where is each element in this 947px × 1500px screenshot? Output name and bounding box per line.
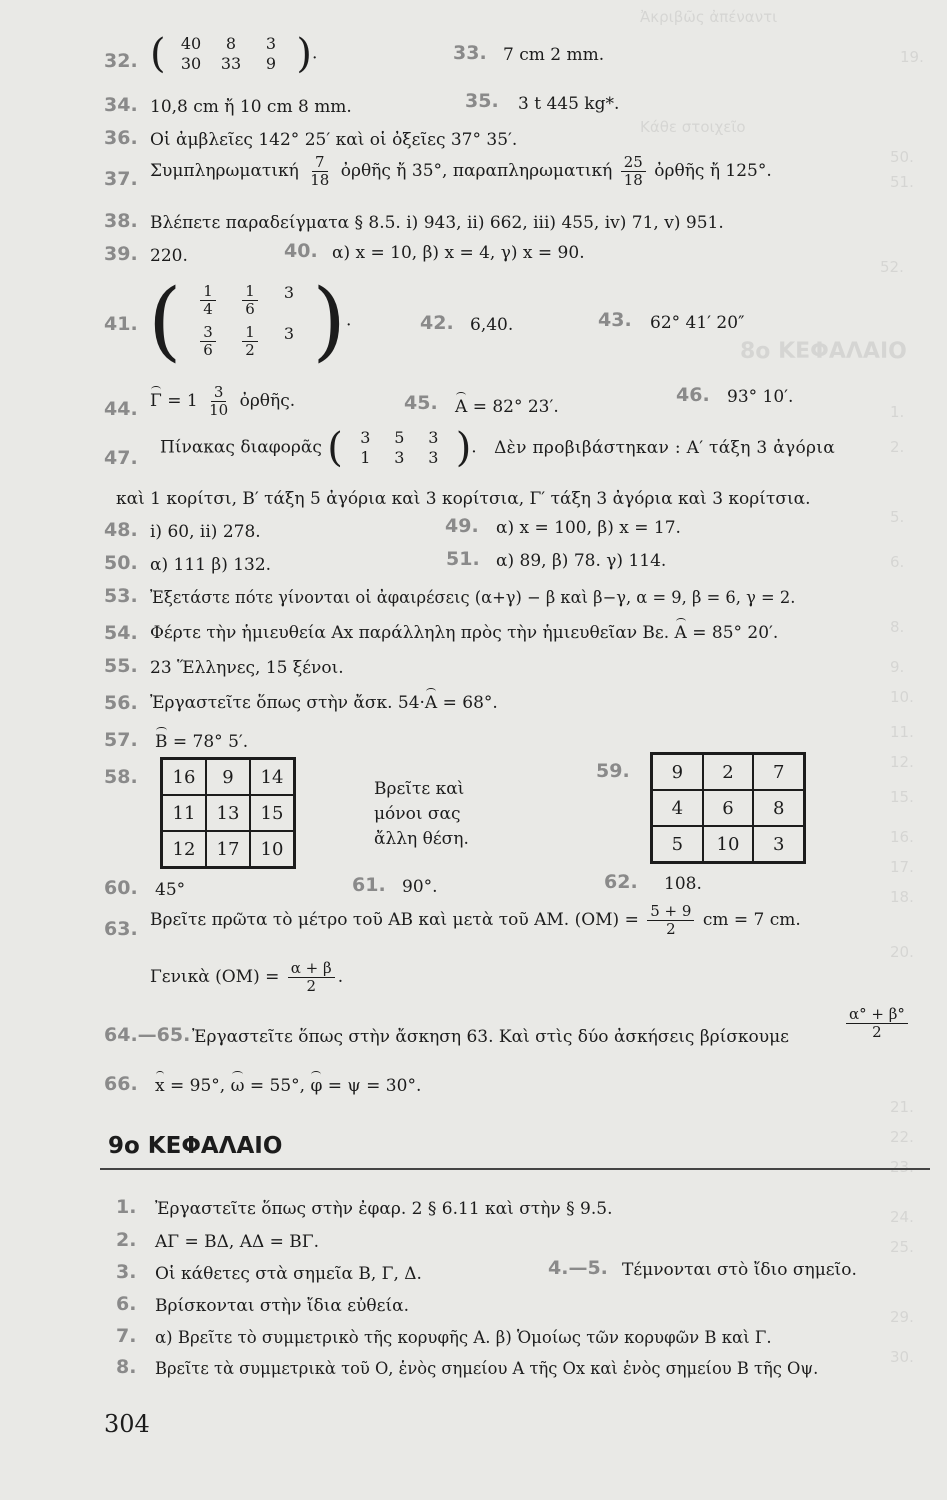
exercise-number: 37. [104, 168, 138, 190]
answer-41: ( $\frac{1}{4}$ $\frac{1}{6}$ 3 $\frac{3}{6}$ $\frac{1}{2}$ 3 ). [148, 271, 352, 371]
exercise-number: 48. [104, 519, 138, 541]
exercise-number: 43. [598, 309, 632, 331]
answer-44: Γ = 1 $\frac{3}{10}$ ὀρθῆς. [150, 383, 296, 419]
angle-symbol: Γ [150, 391, 162, 411]
matrix: $\frac{1}{4}$ $\frac{1}{6}$ 3 $\frac{3}{6}$ $\frac{1}{2}$ 3 [187, 283, 307, 359]
answer-text: Ἐργαστεῖτε ὅπως στὴν ἐφαρ. 2 § 6.11 καὶ στὴν § 9.5. [155, 1199, 613, 1219]
matrix: 40 8 3 30 33 9 [180, 34, 277, 73]
answer-text: α) 89, β) 78. γ) 114. [496, 551, 667, 571]
exercise-number: 35. [465, 90, 499, 112]
exercise-number: 46. [676, 384, 710, 406]
answer-text: 108. [664, 874, 702, 894]
fraction: $\frac{5 + 9}{2}$ [647, 903, 694, 938]
answer-54: Φέρτε τὴν ἡμιευθεία Αx παράλληλη πρὸς τὴν ἡμιευθεῖαν Βε. A = 85° 20′. [150, 623, 779, 643]
exercise-number: 36. [104, 127, 138, 149]
exercise-number: 57. [104, 729, 138, 751]
exercise-number: 7. [116, 1325, 137, 1347]
answer-text: Τέμνονται στὸ ἴδιο σημεῖο. [622, 1260, 857, 1280]
chapter-heading: 9ο ΚΕΦΑΛΑΙΟ [108, 1133, 283, 1159]
exercise-number: 49. [445, 515, 479, 537]
fraction: $\frac{7}{18}$ [310, 153, 330, 189]
fraction: $\frac{\alpha^\circ + \beta^\circ}{2}$ [846, 1006, 908, 1041]
fraction: $\frac{3}{10}$ [209, 383, 229, 419]
exercise-number: 54. [104, 622, 138, 644]
exercise-number: 51. [446, 548, 480, 570]
angle-symbol: A [455, 397, 468, 417]
answer-text: 23 Ἕλληνες, 15 ξένοι. [150, 658, 344, 678]
exercise-number: 56. [104, 692, 138, 714]
answer-56: Ἐργαστεῖτε ὅπως στὴν ἄσκ. 54·A = 68°. [150, 693, 498, 713]
angle-symbol: ω [230, 1076, 245, 1096]
angle-symbol: φ [310, 1076, 323, 1096]
exercise-number: 39. [104, 243, 138, 265]
answer-47: Πίνακας διαφορᾶς ( 3 5 3 1 3 3 ). Δὲν προβιβάστηκαν : Α′ τάξη 3 ἀγόρια [160, 425, 836, 471]
answer-45: A = 82° 23′. [455, 397, 559, 417]
magic-square: 16 9 14 11 13 15 12 17 10 [160, 757, 296, 869]
answer-32: ( 40 8 3 30 33 9 ). [150, 31, 318, 77]
exercise-number: 38. [104, 210, 138, 232]
exercise-number: 4.—5. [548, 1257, 608, 1279]
answer-text: 3 t 445 kg*. [518, 94, 620, 114]
answer-63: Βρεῖτε πρῶτα τὸ μέτρο τοῦ ΑΒ καὶ μετὰ τοῦ ΑΜ. (ΟΜ) = $\frac{5 + 9}{2}$ cm = 7 cm. [150, 902, 801, 938]
angle-symbol: A [424, 693, 438, 713]
exercise-number: 32. [104, 50, 138, 72]
answer-text: ΑΓ = ΒΔ, ΑΔ = ΒΓ. [155, 1232, 319, 1252]
answer-text: i) 60, ii) 278. [150, 522, 261, 542]
answer-text: 10,8 cm ἤ 10 cm 8 mm. [150, 97, 352, 117]
answer-text: Βρεῖτε τὰ συμμετρικὰ τοῦ Ο, ἑνὸς σημείου Α τῆς Οx καὶ ἑνὸς σημείου Β τῆς Οψ. [155, 1359, 819, 1378]
answer-text: α) x = 10, β) x = 4, γ) x = 90. [332, 243, 585, 263]
answer-text: Οἱ ἀμβλεῖες 142° 25′ καὶ οἱ ὀξεῖες 37° 35′. [150, 130, 518, 150]
fraction: $\frac{\alpha + \beta}{2}$ [288, 960, 335, 995]
answer-text: α) Βρεῖτε τὸ συμμετρικὸ τῆς κορυφῆς Α. β) Ὁμοίως τῶν κορυφῶν Β καὶ Γ. [155, 1328, 772, 1347]
exercise-number: 47. [104, 447, 138, 469]
answer-text: 62° 41′ 20″ [650, 313, 745, 333]
exercise-number: 1. [116, 1196, 137, 1218]
exercise-number: 45. [404, 392, 438, 414]
exercise-number: 33. [453, 42, 487, 64]
note-line: ἄλλη θέση. [374, 829, 469, 849]
exercise-number: 63. [104, 918, 138, 940]
exercise-number: 55. [104, 655, 138, 677]
exercise-number: 61. [352, 874, 386, 896]
exercise-number: 66. [104, 1073, 138, 1095]
answer-text: Βλέπετε παραδείγματα § 8.5. i) 943, ii) 662, iii) 455, iv) 71, v) 951. [150, 213, 724, 233]
page-number: 304 [104, 1410, 150, 1438]
answer-text: Ἐργαστεῖτε ὅπως στὴν ἄσκηση 63. Καὶ στὶς δύο ἀσκήσεις βρίσκουμε [192, 1027, 789, 1047]
answer-63-general: Γενικὰ (ΟΜ) = $\frac{\alpha + \beta}{2}$ . [150, 959, 344, 995]
bleed-through-text: Ἀκριβῶς ἀπέναντι 19. Κάθε στοιχεῖο 50. 51. 52. 8ο ΚΕΦΑΛΑΙΟ 1. 2. 5. 6. 8. 9. 10. 11. 12. 15. 16. 17. 18. 20. 21. 22. 23. 24. 25. 29. 30. [640, 8, 924, 1366]
fraction: $\frac{25}{18}$ [621, 154, 646, 189]
exercise-number: 41. [104, 313, 138, 335]
answer-text: α) 111 β) 132. [150, 555, 272, 575]
exercise-number: 62. [604, 871, 638, 893]
exercise-number: 50. [104, 552, 138, 574]
note-line: Βρεῖτε καὶ [374, 779, 465, 799]
answer-text: 45° [155, 880, 186, 900]
magic-square: 9 2 7 4 6 8 5 10 3 [650, 752, 806, 864]
exercise-number: 42. [420, 312, 454, 334]
answer-text: 6,40. [470, 315, 514, 335]
angle-symbol: x [155, 1076, 165, 1096]
exercise-number: 64.—65. [104, 1024, 191, 1046]
exercise-number: 59. [596, 760, 630, 782]
note-line: μόνοι σας [374, 804, 461, 824]
matrix: 3 5 3 1 3 3 [360, 428, 439, 467]
answer-text: 220. [150, 246, 188, 266]
exercise-number: 40. [284, 240, 318, 262]
exercise-number: 58. [104, 766, 138, 788]
answer-text: καὶ 1 κορίτσι, Β′ τάξη 5 ἀγόρια καὶ 3 κορίτσια, Γ′ τάξη 3 ἀγόρια καὶ 3 κορίτσια. [116, 489, 811, 509]
divider [100, 1168, 930, 1170]
answer-text: 7 cm 2 mm. [503, 45, 605, 65]
answer-text: 90°. [402, 877, 438, 897]
answer-text: 93° 10′. [727, 387, 794, 407]
angle-symbol: A [674, 623, 687, 643]
answer-66: x = 95°, ω = 55°, φ = ψ = 30°. [155, 1076, 422, 1096]
exercise-number: 34. [104, 94, 138, 116]
exercise-number: 44. [104, 398, 138, 420]
answer-text: Ἐξετάστε πότε γίνονται οἱ ἀφαιρέσεις (α+γ) − β καὶ β−γ, α = 9, β = 6, γ = 2. [150, 588, 796, 607]
exercise-number: 53. [104, 585, 138, 607]
exercise-number: 60. [104, 877, 138, 899]
answer-text: α) x = 100, β) x = 17. [496, 518, 681, 538]
angle-symbol: B [155, 732, 168, 752]
exercise-number: 6. [116, 1293, 137, 1315]
answer-text: Οἱ κάθετες στὰ σημεῖα Β, Γ, Δ. [155, 1264, 422, 1284]
exercise-number: 3. [116, 1261, 137, 1283]
answer-37: Συμπληρωματική $\frac{7}{18}$ ὀρθῆς ἤ 35°, παραπληρωματική $\frac{25}{18}$ ὀρθῆς ἤ 125°. [150, 153, 772, 189]
exercise-number: 8. [116, 1356, 137, 1378]
exercise-number: 2. [116, 1229, 137, 1251]
answer-text: Βρίσκονται στὴν ἴδια εὐθεία. [155, 1296, 410, 1316]
answer-57: B = 78° 5′. [155, 732, 249, 752]
